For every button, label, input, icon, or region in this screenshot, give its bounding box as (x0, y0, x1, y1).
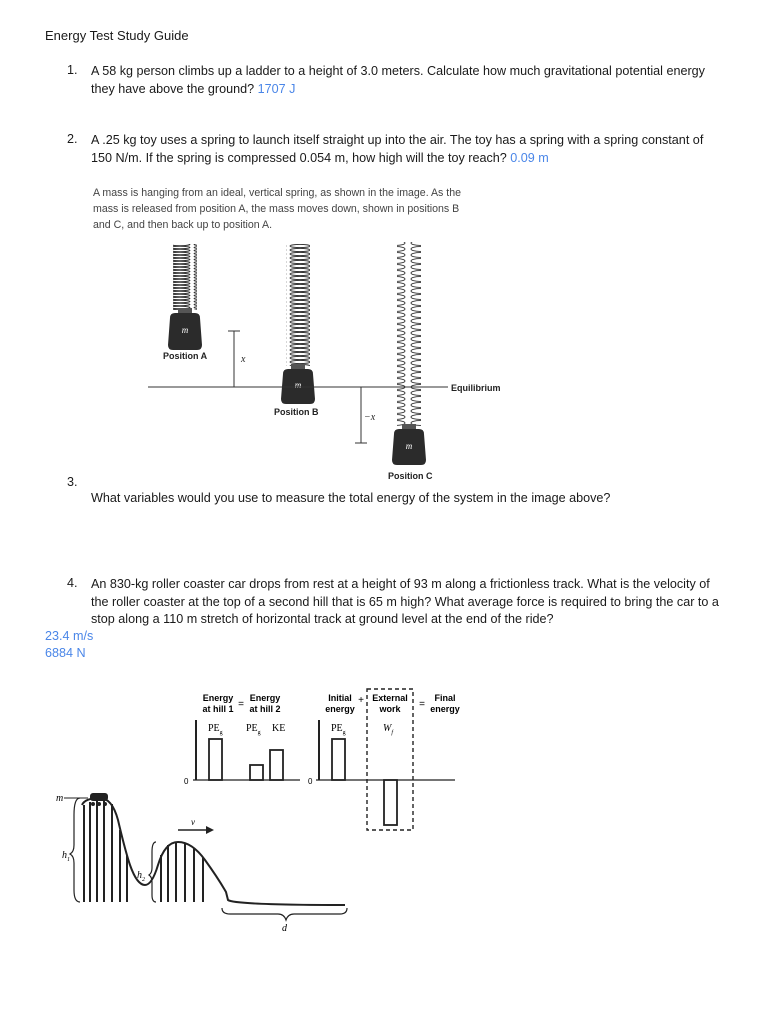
caption-line: A mass is hanging from an ideal, vertical spring, as shown in the image. As the (93, 187, 462, 199)
bar-pe-initial (332, 739, 345, 780)
axis-zero: 0 (308, 777, 313, 786)
question-number: 4. (67, 576, 78, 590)
bar-ke-hill2 (270, 750, 283, 780)
question-number: 3. (67, 475, 78, 489)
bar-pe-hill2 (250, 765, 263, 780)
neg-x-label: −x (364, 412, 376, 423)
question-line: A .25 kg toy uses a spring to launch itself straight up into the air. The toy has a spring with a spring constant of (91, 133, 704, 147)
question-number: 2. (67, 132, 78, 146)
d-label: d (282, 923, 287, 934)
question-line: An 830-kg roller coaster car drops from rest at a height of 93 m along a frictionless track. What is the velocity of (91, 577, 710, 591)
spring-b (286, 244, 310, 366)
equals-sign: = (419, 699, 425, 710)
graph-heading: Energy (249, 693, 281, 703)
position-b-label: Position B (274, 407, 319, 417)
question-line-text: 150 N/m. If the spring is compressed 0.054 m, how high will the toy reach? (91, 150, 507, 165)
velocity-label: v (191, 817, 195, 827)
h1-brace (70, 798, 80, 902)
graph-heading: at hill 2 (249, 704, 281, 714)
position-a-label: Position A (163, 351, 208, 361)
question-number: 1. (67, 63, 78, 77)
mass-label: m (405, 441, 413, 451)
spring-a (173, 244, 197, 310)
caption-line: mass is released from position A, the mass moves down, shown in positions B (93, 203, 460, 215)
bar-label: $PE_g$ (331, 723, 346, 736)
graph-heading: work (379, 704, 401, 714)
graph-heading: Energy (202, 693, 234, 703)
x-label: x (241, 354, 246, 365)
bar-external-work (384, 780, 397, 825)
d-brace (222, 908, 347, 920)
bar-pe-hill1 (209, 739, 222, 780)
graph-heading: External (372, 693, 408, 703)
velocity-arrowhead (206, 826, 214, 834)
spring-figure (0, 0, 768, 500)
mass-c (392, 424, 426, 465)
caption-line: and C, and then back up to position A. (93, 219, 273, 231)
coaster-car (90, 793, 108, 806)
question-text (91, 576, 731, 629)
page-title: Energy Test Study Guide (45, 28, 189, 43)
energy-bar-graph-right (308, 689, 460, 830)
question-text: What variables would you use to measure the total energy of the system in the image above? (91, 491, 611, 505)
axis-zero: 0 (184, 777, 189, 786)
track-profile (82, 798, 345, 905)
spring-c (397, 242, 421, 426)
question-line-text: they have above the ground? (91, 81, 255, 96)
graph-heading: energy (325, 704, 355, 714)
question-line: the roller coaster at the top of a second hill that is 65 m high? What average force is required to bring the car to a (91, 594, 719, 609)
roller-coaster-figure (0, 680, 768, 940)
equilibrium-label: Equilibrium (451, 383, 501, 393)
mass-b (281, 364, 315, 404)
answer-text: 23.4 m/s (45, 629, 94, 643)
answer-text: 0.09 m (510, 150, 549, 165)
bar-label: $W_f$ (383, 723, 394, 736)
graph-heading: Initial (328, 693, 352, 703)
position-c-label: Position C (388, 471, 433, 481)
plus-sign: + (358, 695, 364, 706)
bar-label: $PE_g$ (208, 723, 223, 736)
bar-label: KE (272, 723, 286, 734)
h2-label: $h_2$ (137, 870, 145, 883)
h1-label: $h_1$ (62, 850, 70, 863)
equals-sign: = (238, 699, 244, 710)
answer-text: 1707 J (257, 81, 296, 96)
answer-text: 6884 N (45, 646, 86, 660)
graph-heading: energy (430, 704, 460, 714)
mass-label: m (294, 380, 302, 390)
graph-heading: Final (434, 693, 456, 703)
coaster-track (82, 798, 345, 905)
mass-label: m (181, 325, 189, 335)
question-line: A 58 kg person climbs up a ladder to a height of 3.0 meters. Calculate how much gravitational potential energy (91, 64, 705, 78)
energy-bar-graph-left (184, 693, 300, 786)
mass-a (168, 308, 202, 350)
question-line: stop along a 110 m stretch of horizontal track at ground level at the end of the ride? (91, 612, 554, 626)
bar-label: $PE_g$ (246, 723, 261, 736)
mass-label: m (56, 793, 64, 804)
graph-heading: at hill 1 (202, 704, 234, 714)
